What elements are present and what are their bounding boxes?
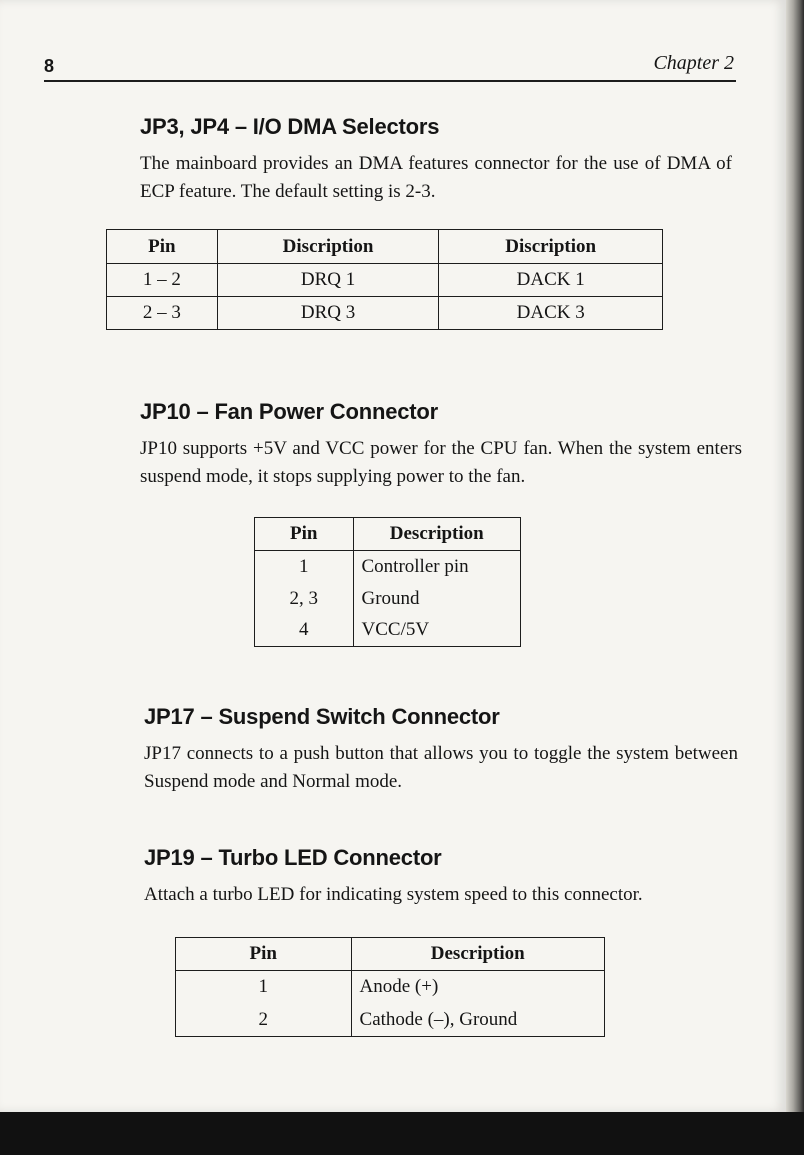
table-header-description-2: Discription [439, 230, 663, 264]
table-cell: Cathode (–), Ground [351, 1004, 604, 1037]
page-number: 8 [44, 56, 55, 76]
section-text-jp3-jp4: The mainboard provides an DMA features connector for the use of DMA of ECP feature. The default setting is 2-3. [140, 153, 732, 202]
section-heading-jp17: JP17 – Suspend Switch Connector [144, 704, 500, 729]
page-edge-shadow [786, 0, 804, 1112]
section-heading-jp3-jp4: JP3, JP4 – I/O DMA Selectors [140, 114, 440, 139]
section-heading-jp10: JP10 – Fan Power Connector [140, 399, 438, 424]
table-cell: Ground [353, 583, 521, 615]
table-cell: DACK 1 [439, 264, 663, 297]
table-header-description-1: Discription [217, 230, 439, 264]
table-cell: 1 – 2 [107, 264, 218, 297]
table-cell: 1 [255, 551, 354, 583]
section-text-jp10: JP10 supports +5V and VCC power for the CPU fan. When the system enters suspend mode, it stops supplying power to the fan. [140, 438, 742, 487]
fan-power-table [254, 517, 521, 647]
table-cell: DRQ 3 [217, 297, 439, 330]
table-cell: Anode (+) [351, 971, 604, 1004]
table-row [176, 971, 605, 1004]
table-cell: Controller pin [353, 551, 521, 583]
table-cell: 1 [176, 971, 352, 1004]
table-header-pin: Pin [107, 230, 218, 264]
table-header-description: Description [351, 938, 604, 971]
turbo-led-table [175, 937, 605, 1037]
table-cell: VCC/5V [353, 615, 521, 647]
table-cell: 4 [255, 615, 354, 647]
table-row [107, 297, 663, 330]
dma-selector-table [106, 229, 663, 330]
table-row [107, 264, 663, 297]
table-header-pin: Pin [176, 938, 352, 971]
table-cell: DRQ 1 [217, 264, 439, 297]
page-header [44, 52, 736, 82]
chapter-label: Chapter 2 [653, 52, 734, 74]
table-cell: 2, 3 [255, 583, 354, 615]
table-cell: 2 – 3 [107, 297, 218, 330]
table-row [255, 615, 521, 647]
table-cell: DACK 3 [439, 297, 663, 330]
table-cell: 2 [176, 1004, 352, 1037]
table-header-description: Description [353, 518, 521, 551]
table-row [255, 551, 521, 583]
table-header-pin: Pin [255, 518, 354, 551]
section-text-jp19: Attach a turbo LED for indicating system speed to this connector. [144, 884, 643, 905]
table-row [255, 583, 521, 615]
section-text-jp17: JP17 connects to a push button that allows you to toggle the system between Suspend mode and Normal mode. [144, 743, 738, 792]
table-row [176, 1004, 605, 1037]
section-heading-jp19: JP19 – Turbo LED Connector [144, 845, 442, 870]
